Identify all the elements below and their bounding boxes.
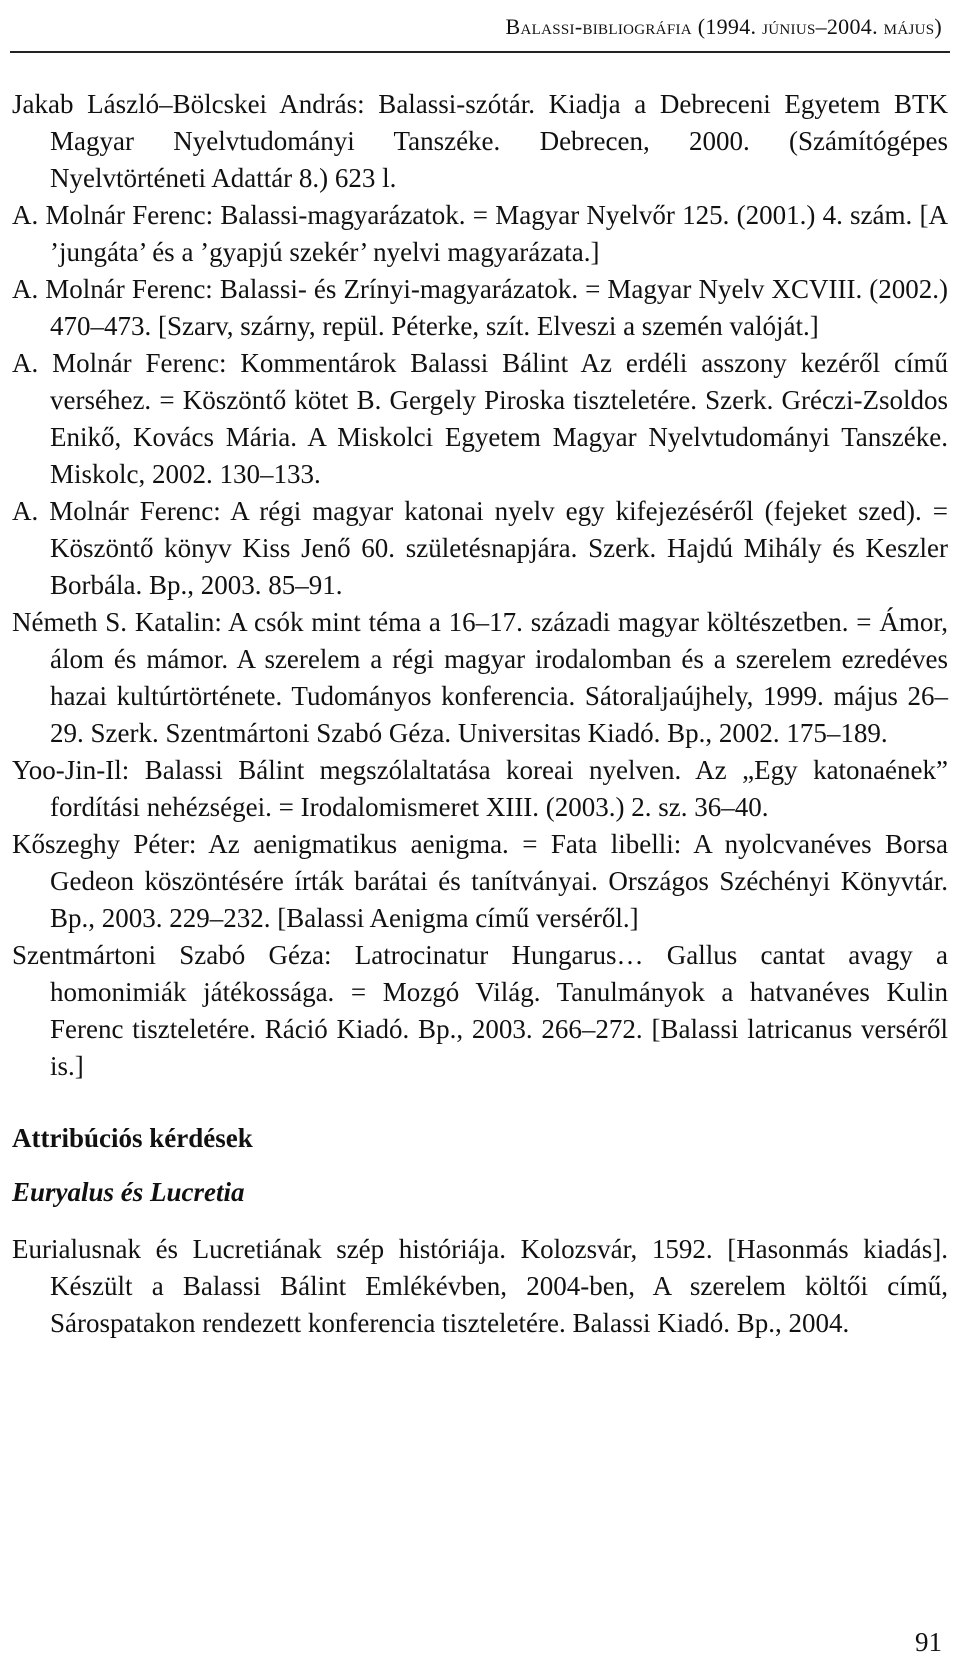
bibliography-entry: A. Molnár Ferenc: Kommentárok Balassi Bálint Az erdéli asszony kezéről című verséhez. = Köszöntő kötet B. Gergely Piroska tiszteletére. Szerk. Gréczi-Zsoldos Enikő, Kovács Mária. A Miskolci Egyetem Magyar Nyelvtudományi Tanszéke. Miskolc, 2002. 130–133. bbox=[12, 348, 948, 489]
bibliography-entry: A. Molnár Ferenc: A régi magyar katonai nyelv egy kifejezéséről (fejeket szed). = Köszöntő könyv Kiss Jenő 60. születésnapjára. Szerk. Hajdú Mihály és Keszler Borbála. Bp., 2003. 85–91. bbox=[12, 496, 948, 600]
page-content bbox=[12, 86, 948, 1342]
page-number: 91 bbox=[915, 1627, 942, 1657]
bibliography-entry: Szentmártoni Szabó Géza: Latrocinatur Hungarus… Gallus cantat avagy a homonimiák játékossága. = Mozgó Világ. Tanulmányok a hatvanéves Kulin Ferenc tiszteletére. Ráció Kiadó. Bp., 2003. 266–272. [Balassi latricanus verséről is.] bbox=[12, 940, 948, 1081]
bibliography-entry: A. Molnár Ferenc: Balassi- és Zrínyi-magyarázatok. = Magyar Nyelv XCVIII. (2002.) 470–473. [Szarv, szárny, repül. Péterke, szít. Elveszi a szemén valóját.] bbox=[12, 274, 948, 341]
running-head: Balassi-bibliográfia (1994. június–2004. május) bbox=[505, 14, 942, 39]
bibliography-entry: A. Molnár Ferenc: Balassi-magyarázatok. = Magyar Nyelvőr 125. (2001.) 4. szám. [A ’jungáta’ és a ’gyapjú szekér’ nyelvi magyarázata.] bbox=[12, 200, 948, 267]
bibliography-entry: Jakab László–Bölcskei András: Balassi-szótár. Kiadja a Debreceni Egyetem BTK Magyar Nyelvtudományi Tanszéke. Debrecen, 2000. (Számítógépes Nyelvtörténeti Adattár 8.) 623 l. bbox=[12, 89, 948, 193]
section-subheading: Euryalus és Lucretia bbox=[12, 1177, 245, 1207]
header-rule bbox=[10, 51, 950, 53]
section-heading: Attribúciós kérdések bbox=[12, 1123, 253, 1153]
bibliography-entry: Németh S. Katalin: A csók mint téma a 16–17. századi magyar költészetben. = Ámor, álom és mámor. A szerelem a régi magyar irodalomban és a szerelem ezredéves hazai kultúrtörténete. Tudományos konferencia. Sátoraljaújhely, 1999. május 26–29. Szerk. Szentmártoni Szabó Géza. Universitas Kiadó. Bp., 2002. 175–189. bbox=[12, 607, 948, 748]
bibliography-entry: Eurialusnak és Lucretiának szép históriája. Kolozsvár, 1592. [Hasonmás kiadás]. Készült a Balassi Bálint Emlékévben, 2004-ben, A szerelem költői című, Sárospatakon rendezett konferencia tiszteletére. Balassi Kiadó. Bp., 2004. bbox=[12, 1234, 948, 1338]
bibliography-entry: Yoo-Jin-Il: Balassi Bálint megszólaltatása koreai nyelven. Az „Egy katonaének” fordítási nehézségei. = Irodalomismeret XIII. (2003.) 2. sz. 36–40. bbox=[12, 755, 948, 822]
bibliography-entry: Kőszeghy Péter: Az aenigmatikus aenigma. = Fata libelli: A nyolcvanéves Borsa Gedeon köszöntésére írták barátai és tanítványai. Országos Széchényi Könyvtár. Bp., 2003. 229–232. [Balassi Aenigma című verséről.] bbox=[12, 829, 948, 933]
